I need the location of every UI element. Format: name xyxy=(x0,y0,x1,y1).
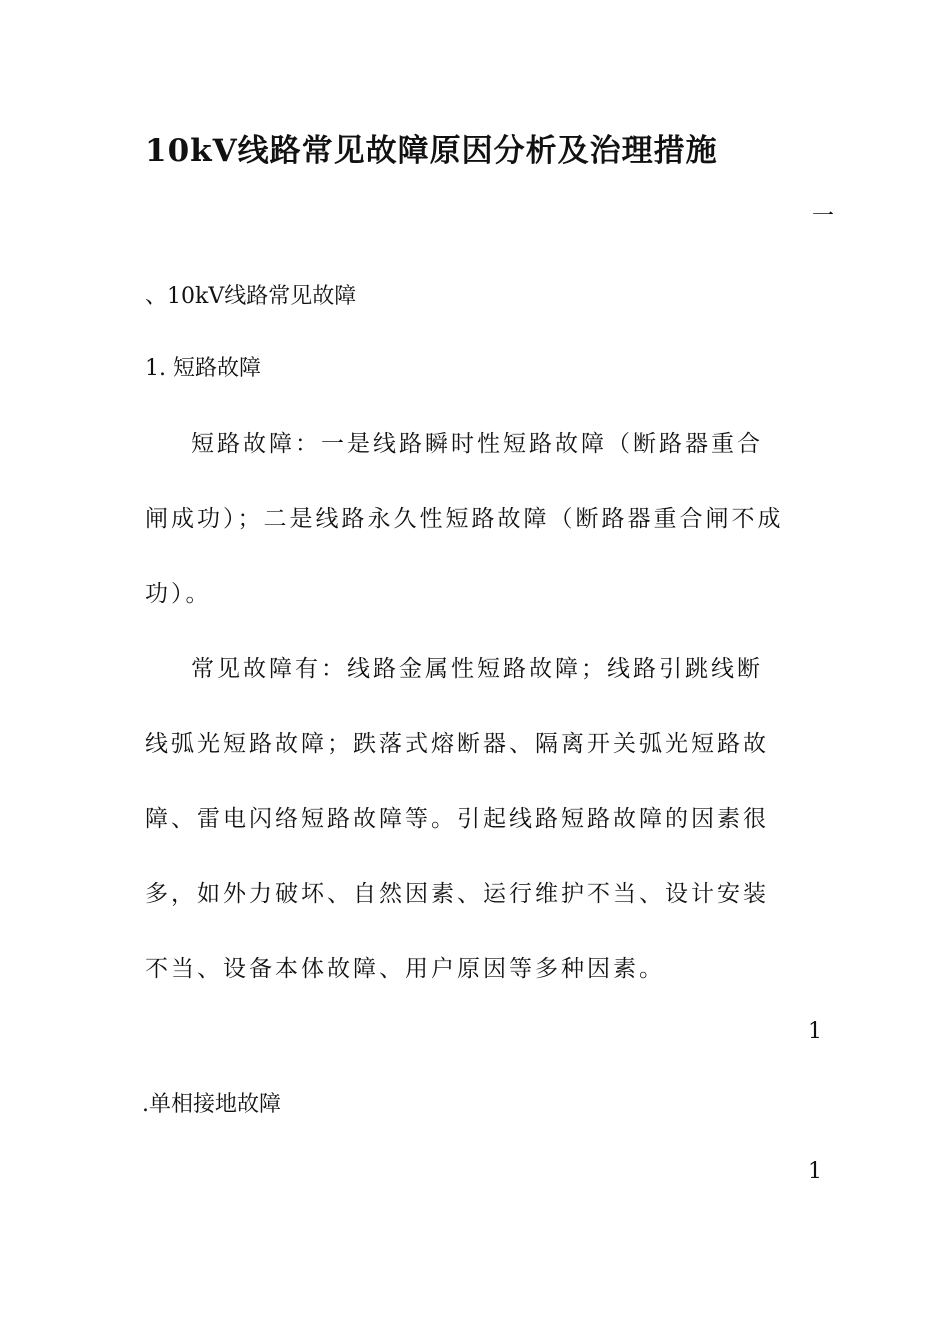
document-title: 10kV线路常见故障原因分析及治理措施 xyxy=(145,133,718,169)
page-number: 1 xyxy=(808,1019,822,1044)
subheading-single-phase-ground: .单相接地故障 xyxy=(142,1092,281,1117)
paragraph-short-circuit-types: 短路故障：一是线路瞬时性短路故障（断路器重合闸成功）；二是线路永久性短路故障（断路器重合闸不成功）。 xyxy=(145,431,784,607)
section-number-mark: 一 xyxy=(812,204,835,229)
paragraph-common-faults: 常见故障有：线路金属性短路故障；线路引跳线断线弧光短路故障；跌落式熔断器、隔离开关弧光短路故障、雷电闪络短路故障等。引起线路短路故障的因素很多，如外力破坏、自然因素、运行维护不当、设计安装不当、设备本体故障、用户原因等多种因素。 xyxy=(145,656,769,982)
section-heading: 、10kV线路常见故障 xyxy=(145,284,357,309)
page-number: 1 xyxy=(808,1159,822,1184)
subheading-short-circuit: 1. 短路故障 xyxy=(145,356,261,381)
